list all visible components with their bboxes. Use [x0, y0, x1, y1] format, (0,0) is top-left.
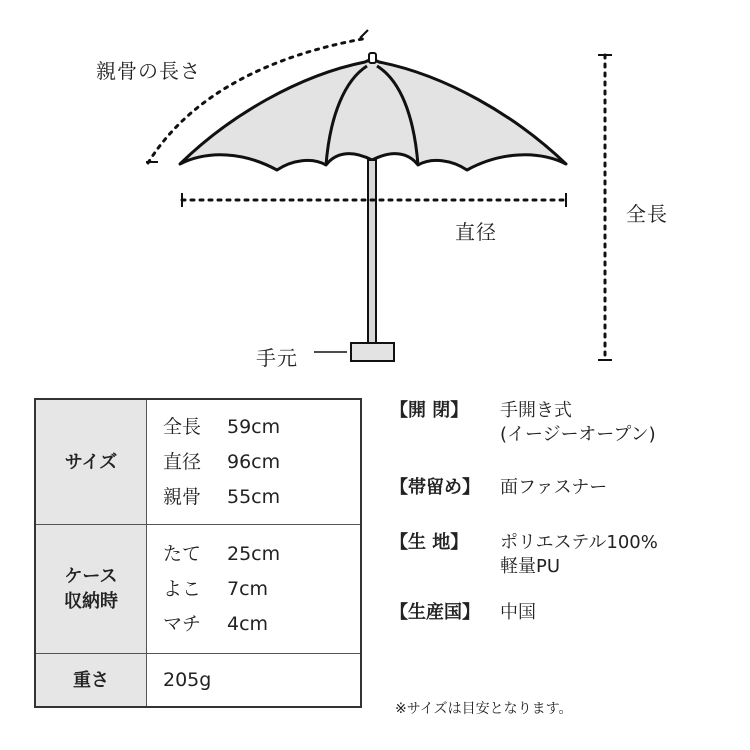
case-header-line1: ケース: [64, 566, 118, 587]
spec-line: [163, 480, 360, 515]
spec-table: [34, 398, 362, 708]
size-note: ※サイズは目安となります。: [395, 701, 573, 717]
spec-key: よこ: [163, 577, 202, 600]
spec-value: 4cm: [227, 612, 269, 635]
spec-value: 96cm: [227, 450, 281, 473]
info-key: 【生 地】: [390, 532, 469, 553]
info-key: 【開 閉】: [390, 400, 469, 421]
spec-value: 55cm: [227, 485, 281, 508]
info-key: 【帯留め】: [390, 477, 480, 498]
size-values: [147, 399, 362, 525]
spec-value: 25cm: [227, 542, 281, 565]
info-value: [500, 531, 658, 579]
umbrella-handle: [351, 343, 394, 361]
spec-key: マチ: [163, 612, 202, 635]
spec-key: 直径: [163, 450, 202, 473]
spec-line: [163, 410, 360, 445]
info-value-line: 手開き式: [500, 400, 572, 421]
info-key: 【生産国】: [390, 602, 480, 623]
info-value: 面ファスナー: [500, 477, 608, 498]
umbrella-canopy: [180, 60, 566, 170]
info-value-line: ポリエステル100%: [500, 532, 658, 553]
info-value-line: (イージーオープン): [500, 424, 656, 445]
spec-key: 親骨: [163, 485, 202, 508]
spec-key: 全長: [163, 415, 202, 438]
case-values: [147, 525, 362, 654]
info-value: 中国: [500, 602, 536, 623]
spec-line: [163, 537, 360, 572]
spec-value: 7cm: [227, 577, 269, 600]
info-value: [500, 399, 656, 447]
table-row-size: [35, 399, 361, 525]
umbrella-tip: [369, 53, 376, 63]
spec-line: [163, 572, 360, 607]
handle-label: 手元: [256, 346, 298, 370]
size-header: サイズ: [35, 399, 147, 525]
umbrella-shaft: [368, 160, 376, 344]
spec-line: [163, 445, 360, 480]
weight-value: 205g: [147, 654, 362, 708]
spec-line: [163, 607, 360, 642]
weight-header: 重さ: [35, 654, 147, 708]
spec-value: 59cm: [227, 415, 281, 438]
total-length-label: 全長: [626, 202, 668, 226]
info-value-line: 軽量PU: [500, 556, 561, 577]
rib-length-label: 親骨の長さ: [96, 59, 201, 83]
diameter-label: 直径: [455, 220, 497, 244]
table-row-weight: [35, 654, 361, 708]
case-header-line2: 収納時: [64, 591, 118, 612]
case-header: [35, 525, 147, 654]
table-row-case: [35, 525, 361, 654]
spec-key: たて: [163, 542, 202, 565]
